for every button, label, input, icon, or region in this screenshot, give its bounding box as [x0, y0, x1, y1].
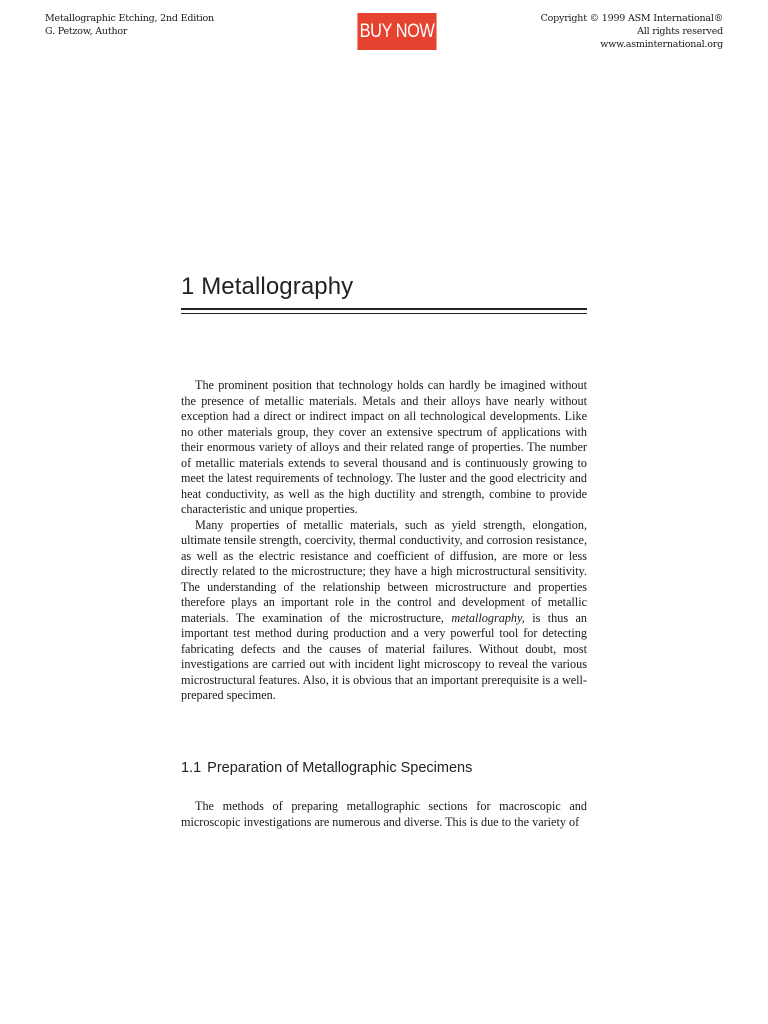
section-paragraph-1: The methods of preparing metallographic sections for macroscopic and microscopic investigations are numerous and diverse. This is due to the variety of: [181, 799, 587, 829]
section-number: 1.1: [181, 760, 202, 776]
copyright-info: [541, 12, 723, 51]
copyright-line: Copyright © 1999 ASM International®: [540, 13, 723, 24]
section-title: Preparation of Metallographic Specimens: [207, 760, 473, 776]
book-title: Metallographic Etching, 2nd Edition: [45, 13, 214, 24]
section-text: [181, 799, 587, 830]
intro-paragraph-2-start: Many properties of metallic materials, such as yield strength, elongation, ultimate tensile strength, coercivity, thermal conductivity, and corrosion resistance, as well as the electric resistance and coefficient of diffusion, are more or less directly related to the microstructure; they have a high microstructural sensitivity. The understanding of the relationship between microstructure and properties therefore plays an important role in the control and development of metallic materials. The examination of the microstructure,: [181, 517, 587, 625]
intro-paragraph-2: [181, 518, 587, 704]
metallography-term: metallography,: [451, 610, 525, 625]
chapter-title: 1 Metallography: [181, 273, 354, 300]
section-heading: [181, 760, 472, 776]
buy-now-button[interactable]: BUY NOW: [357, 13, 436, 50]
intro-paragraph-2-end: is thus an important test method during production and a very powerful tool for detecting fabricating defects and the causes of material failures. Without doubt, most investigations are carried out with incident light microscopy to reveal the various microstructural features. Also, it is obvious that an important prerequisite is a well-prepared specimen.: [181, 610, 587, 702]
book-author: G. Petzow, Author: [45, 26, 128, 37]
website-link[interactable]: www.asminternational.org: [600, 39, 723, 50]
book-info: [45, 12, 214, 38]
chapter-rule-thick: [181, 308, 587, 310]
rights-line: All rights reserved: [637, 26, 723, 37]
intro-text: [181, 378, 587, 704]
chapter-rule-thin: [181, 313, 587, 314]
intro-paragraph-1: The prominent position that technology holds can hardly be imagined without the presence of metallic materials. Metals and their alloys have nearly without exception had a direct or indirect impact on all technological developments. Like no other materials group, they cover an extensive spectrum of applications with their enormous variety of alloys and their related range of properties. The number of metallic materials extends to several thousand and is continuously growing to meet the latest requirements of technology. The luster and the good electricity and heat conductivity, as well as the high ductility and strength, combine to provide characteristic and unique properties.: [181, 378, 587, 516]
